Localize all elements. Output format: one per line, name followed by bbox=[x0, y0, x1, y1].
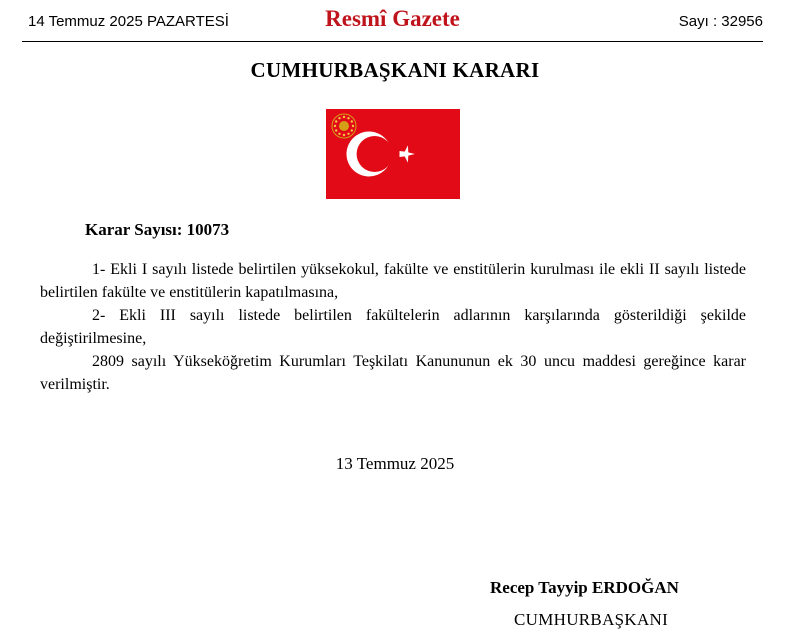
document-title: CUMHURBAŞKANI KARARI bbox=[250, 58, 540, 82]
publication-date: 14 Temmuz 2025 PAZARTESİ bbox=[28, 13, 229, 30]
gazette-header bbox=[22, 0, 763, 40]
turkish-flag-icon bbox=[326, 109, 460, 199]
decision-number: Karar Sayısı: 10073 bbox=[85, 220, 230, 239]
decision-body bbox=[40, 258, 746, 396]
decision-date: 13 Temmuz 2025 bbox=[335, 454, 455, 473]
paragraph-1: 1- Ekli I sayılı listede belirtilen yüksekokul, fakülte ve enstitülerin kurulması ile ekli II sayılı listede belirtilen fakülte ve enstitülerin kapatılmasına, bbox=[40, 261, 746, 301]
paragraph-2: 2- Ekli III sayılı listede belirtilen fakültelerin adlarının karşılarında gösterildiği şekilde değiştirilmesine, bbox=[40, 307, 746, 347]
issue-number: Sayı : 32956 bbox=[678, 13, 763, 30]
signer-name: Recep Tayyip ERDOĞAN bbox=[490, 578, 679, 597]
paragraph-3: 2809 sayılı Yükseköğretim Kurumları Teşkilatı Kanununun ek 30 uncu maddesi gereğince karar verilmiştir. bbox=[40, 353, 746, 393]
presidential-seal-icon bbox=[332, 114, 356, 138]
header-divider bbox=[22, 41, 763, 42]
gazette-name: Resmî Gazete bbox=[325, 6, 460, 31]
signer-title: CUMHURBAŞKANI bbox=[514, 610, 669, 629]
